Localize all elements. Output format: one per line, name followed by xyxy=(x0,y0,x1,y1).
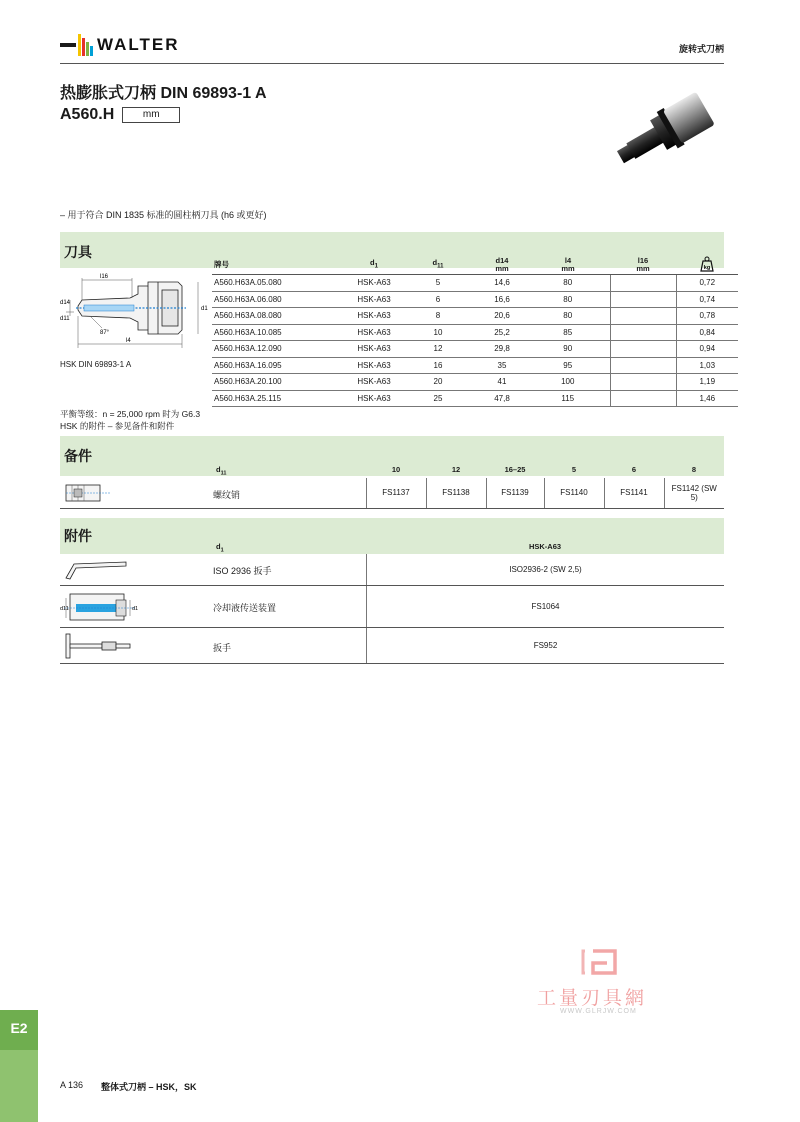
accessories-key-label: $d_1$ xyxy=(216,542,224,554)
cell-d11: 12 xyxy=(398,341,478,358)
dim-d14: d14 xyxy=(60,300,71,306)
tools-table xyxy=(212,256,738,407)
coolant-d1: d1 xyxy=(132,606,139,612)
accessory-row xyxy=(60,554,724,586)
page-title: 热膨胀式刀柄 DIN 69893-1 A xyxy=(60,85,267,102)
accessory-value: FS952 xyxy=(366,628,724,663)
spare-value: FS1141 xyxy=(604,478,664,508)
accessory-row xyxy=(60,628,724,664)
cell-kg: 0,78 xyxy=(676,308,738,325)
logo-bars-icon xyxy=(60,34,94,56)
accessories-section-title: 附件 xyxy=(64,528,92,544)
spares-section-title: 备件 xyxy=(64,448,92,464)
cell-d14: 41 xyxy=(478,374,526,391)
cell-name: A560.H63A.10.085 xyxy=(212,324,350,341)
cell-name: A560.H63A.20.100 xyxy=(212,374,350,391)
accessory-name: 扳手 xyxy=(213,643,232,653)
cell-d14: 25,2 xyxy=(478,324,526,341)
cell-l16 xyxy=(610,357,676,374)
spare-item-name: 螺纹销 xyxy=(213,490,241,500)
dim-l16: l16 xyxy=(100,274,109,280)
accessory-row xyxy=(60,586,724,628)
col-l4: l4 mm xyxy=(526,256,610,275)
accessory-value: ISO2936-2 (SW 2,5) xyxy=(366,554,724,585)
page-tab: E2 xyxy=(0,1010,38,1050)
cell-l16 xyxy=(610,308,676,325)
cell-d14: 20,6 xyxy=(478,308,526,325)
cell-l16 xyxy=(610,291,676,308)
cell-l4: 85 xyxy=(526,324,610,341)
cell-d11: 8 xyxy=(398,308,478,325)
balance-note: 平衡等级：n = 25,000 rpm 时为 G6.3 xyxy=(60,409,201,419)
col-weight xyxy=(676,256,738,275)
spare-size-label: 8 xyxy=(691,465,697,474)
cell-l4: 80 xyxy=(526,308,610,325)
spare-size-label: 5 xyxy=(571,465,577,474)
cell-d1: HSK-A63 xyxy=(350,390,398,407)
cell-name: A560.H63A.05.080 xyxy=(212,275,350,292)
category-label: 旋转式刀柄 xyxy=(678,44,724,54)
cell-name: A560.H63A.08.080 xyxy=(212,308,350,325)
cell-l4: 90 xyxy=(526,341,610,358)
cell-d1: HSK-A63 xyxy=(350,341,398,358)
spare-size-label: 12 xyxy=(451,465,461,474)
cell-d14: 14,6 xyxy=(478,275,526,292)
col-d1: $d_1$ xyxy=(350,256,398,275)
cell-kg: 0,72 xyxy=(676,275,738,292)
cell-d14: 35 xyxy=(478,357,526,374)
tools-section-title: 刀具 xyxy=(64,244,92,260)
accessory-value: FS1064 xyxy=(366,586,724,627)
cell-d11: 20 xyxy=(398,374,478,391)
product-code: A560.H xyxy=(60,106,115,123)
cell-d11: 16 xyxy=(398,357,478,374)
brand-name: WALTER xyxy=(97,35,180,54)
cell-kg: 1,46 xyxy=(676,390,738,407)
cell-kg: 0,94 xyxy=(676,341,738,358)
coolant-d11: d11 xyxy=(60,606,69,612)
holder-dimension-diagram xyxy=(60,272,212,354)
col-designation: 牌号 xyxy=(212,256,350,275)
cell-d11: 5 xyxy=(398,275,478,292)
diagram-caption: HSK DIN 69893-1 A xyxy=(60,360,132,369)
walter-logo xyxy=(60,34,180,56)
page-tab-strip xyxy=(0,1050,38,1122)
accessory-name: ISO 2936 扳手 xyxy=(213,566,272,576)
cell-d1: HSK-A63 xyxy=(350,374,398,391)
cell-kg: 0,84 xyxy=(676,324,738,341)
cell-d1: HSK-A63 xyxy=(350,291,398,308)
watermark-text: 工量刃具網 xyxy=(537,987,648,1009)
t-wrench-icon xyxy=(60,632,140,660)
dim-d11: d11 xyxy=(60,316,70,322)
hex-key-icon xyxy=(60,558,140,582)
spares-key-label: $d_{11}$ xyxy=(216,465,227,477)
dim-l4: l4 xyxy=(126,338,131,344)
cell-name: A560.H63A.25.115 xyxy=(212,390,350,407)
cell-name: A560.H63A.06.080 xyxy=(212,291,350,308)
spares-table xyxy=(60,478,724,509)
cell-l4: 80 xyxy=(526,275,610,292)
accessory-name: 冷却液传送装置 xyxy=(213,603,277,613)
weight-icon xyxy=(699,256,715,272)
cell-d1: HSK-A63 xyxy=(350,308,398,325)
intro-text: – 用于符合 DIN 1835 标准的圆柱柄刀具 (h6 或更好) xyxy=(60,210,267,220)
cell-d14: 29,8 xyxy=(478,341,526,358)
spare-value: FS1137 xyxy=(366,478,426,508)
cell-name: A560.H63A.12.090 xyxy=(212,341,350,358)
spare-value: FS1140 xyxy=(544,478,604,508)
spare-size-label: 6 xyxy=(631,465,637,474)
cell-l4: 115 xyxy=(526,390,610,407)
spare-size-label: 10 xyxy=(391,465,401,474)
table-row xyxy=(212,291,738,308)
cell-l16 xyxy=(610,374,676,391)
cell-kg: 1,03 xyxy=(676,357,738,374)
cell-d1: HSK-A63 xyxy=(350,324,398,341)
cell-l4: 100 xyxy=(526,374,610,391)
table-row xyxy=(212,324,738,341)
cell-d11: 10 xyxy=(398,324,478,341)
set-screw-icon xyxy=(62,482,112,504)
table-row xyxy=(212,341,738,358)
spare-value: FS1139 xyxy=(486,478,544,508)
col-d11: $d_{11}$ xyxy=(398,256,478,275)
cell-l4: 80 xyxy=(526,291,610,308)
page-header xyxy=(60,30,724,64)
cell-l16 xyxy=(610,275,676,292)
product-code-row xyxy=(60,106,180,124)
unit-badge: mm xyxy=(122,107,180,123)
cell-name: A560.H63A.16.095 xyxy=(212,357,350,374)
cell-d14: 47,8 xyxy=(478,390,526,407)
dim-angle: 87° xyxy=(100,330,110,336)
cell-l16 xyxy=(610,390,676,407)
dim-d1: d1 xyxy=(201,306,208,312)
tool-holder-image xyxy=(606,92,726,172)
cell-d11: 25 xyxy=(398,390,478,407)
cell-l16 xyxy=(610,324,676,341)
table-row xyxy=(212,357,738,374)
page-footer xyxy=(60,1080,197,1093)
page-number: A 136 xyxy=(60,1080,84,1090)
col-l16: l16 mm xyxy=(610,256,676,275)
svg-text:kg: kg xyxy=(703,265,711,271)
cell-kg: 0,74 xyxy=(676,291,738,308)
table-row xyxy=(212,390,738,407)
tools-table-header xyxy=(212,256,738,275)
watermark-url: WWW.GLRJW.COM xyxy=(560,1008,637,1015)
cell-d1: HSK-A63 xyxy=(350,357,398,374)
table-row xyxy=(212,308,738,325)
cell-l4: 95 xyxy=(526,357,610,374)
cell-d14: 16,6 xyxy=(478,291,526,308)
spare-value: FS1138 xyxy=(426,478,486,508)
spare-name-cell xyxy=(60,478,366,508)
cell-l16 xyxy=(610,341,676,358)
table-row xyxy=(212,374,738,391)
cell-d11: 6 xyxy=(398,291,478,308)
cell-d1: HSK-A63 xyxy=(350,275,398,292)
accessories-column-label: HSK-A63 xyxy=(528,542,562,551)
spare-value: FS1142 (SW 5) xyxy=(664,478,724,508)
col-d14: d14 mm xyxy=(478,256,526,275)
table-row xyxy=(212,275,738,292)
coolant-unit-icon xyxy=(60,588,140,626)
spare-row xyxy=(60,478,724,508)
footer-section: 整体式刀柄 – HSK，SK xyxy=(101,1082,197,1092)
accessory-note: HSK 的附件 – 参见备件和附件 xyxy=(60,421,175,431)
spare-size-label: 16–25 xyxy=(504,465,526,474)
cell-kg: 1,19 xyxy=(676,374,738,391)
